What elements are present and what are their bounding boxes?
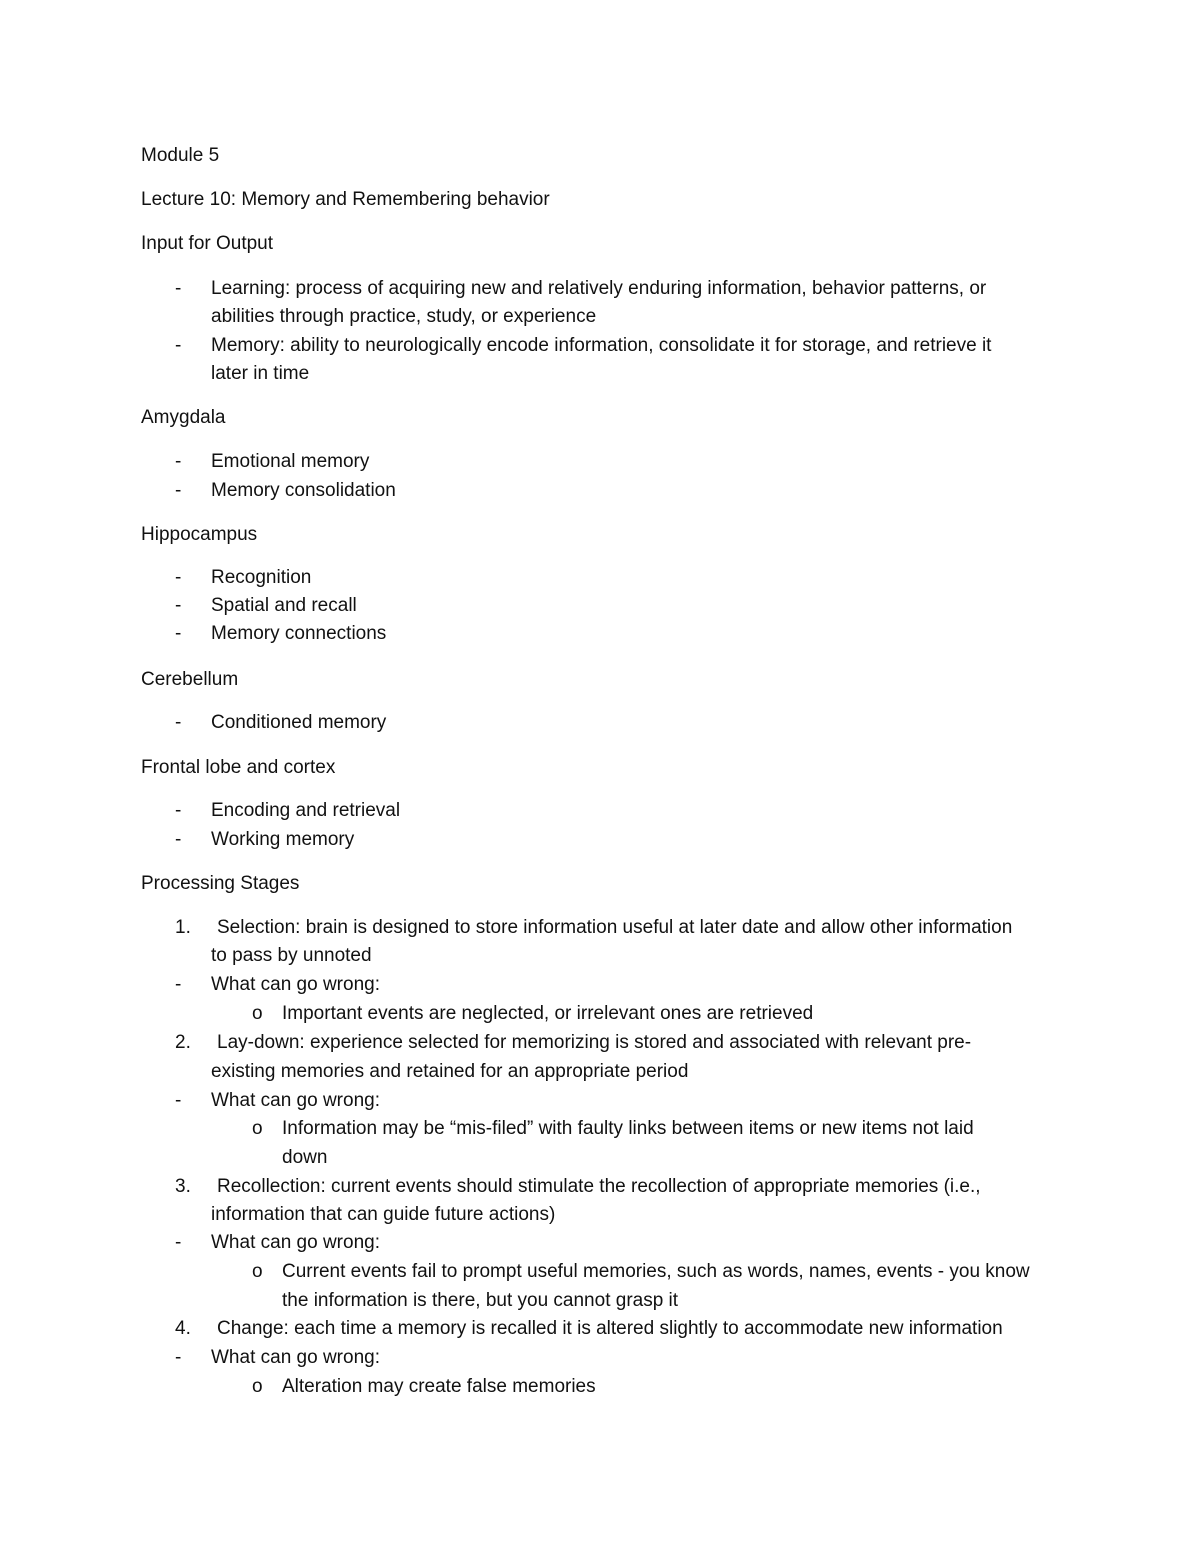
list-item-text: Working memory	[211, 829, 355, 850]
section-heading-amygdala: Amygdala	[141, 407, 226, 428]
list-item-text: Memory: ability to neurologically encode information, consolidate it for storage, and retrieve it	[211, 335, 992, 356]
dash-marker: -	[175, 595, 182, 616]
stage-number: 4.	[175, 1318, 191, 1339]
bullet-marker: o	[252, 1376, 263, 1397]
stage-text: Recollection: current events should stimulate the recollection of appropriate memories (i.e.,	[217, 1176, 981, 1197]
dash-marker: -	[175, 1090, 182, 1111]
list-item-text: Spatial and recall	[211, 595, 357, 616]
sub-bullet-text: Alteration may create false memories	[282, 1376, 596, 1397]
what-can-go-wrong-label: What can go wrong:	[211, 1347, 380, 1368]
stage-number: 3.	[175, 1176, 191, 1197]
list-item-text: Recognition	[211, 567, 312, 588]
list-item-text: abilities through practice, study, or experience	[211, 306, 597, 327]
section-heading-cerebellum: Cerebellum	[141, 669, 239, 690]
lecture-title: Lecture 10: Memory and Remembering behavior	[141, 189, 550, 210]
dash-marker: -	[175, 278, 182, 299]
stage-number: 2.	[175, 1032, 191, 1053]
stage-text: Lay-down: experience selected for memorizing is stored and associated with relevant pre-	[217, 1032, 972, 1053]
list-item-text: Memory connections	[211, 623, 387, 644]
stage-text: to pass by unnoted	[211, 945, 372, 966]
dash-marker: -	[175, 567, 182, 588]
dash-marker: -	[175, 800, 182, 821]
sub-bullet-text: Important events are neglected, or irrelevant ones are retrieved	[282, 1003, 814, 1024]
bullet-marker: o	[252, 1261, 263, 1282]
what-can-go-wrong-label: What can go wrong:	[211, 1090, 380, 1111]
dash-marker: -	[175, 712, 182, 733]
stage-text: existing memories and retained for an appropriate period	[211, 1061, 689, 1082]
what-can-go-wrong-label: What can go wrong:	[211, 1232, 380, 1253]
bullet-marker: o	[252, 1003, 263, 1024]
dash-marker: -	[175, 1232, 182, 1253]
dash-marker: -	[175, 829, 182, 850]
dash-marker: -	[175, 1347, 182, 1368]
bullet-marker: o	[252, 1118, 263, 1139]
section-heading-hippocampus: Hippocampus	[141, 524, 258, 545]
list-item-text: Learning: process of acquiring new and relatively enduring information, behavior patterns, or	[211, 278, 987, 299]
section-heading-processing-stages: Processing Stages	[141, 873, 300, 894]
dash-marker: -	[175, 623, 182, 644]
stage-number: 1.	[175, 917, 191, 938]
what-can-go-wrong-label: What can go wrong:	[211, 974, 380, 995]
stage-text: Change: each time a memory is recalled it is altered slightly to accommodate new information	[217, 1318, 1003, 1339]
list-item-text: Memory consolidation	[211, 480, 396, 501]
module-title: Module 5	[141, 145, 220, 166]
sub-bullet-text: down	[282, 1147, 328, 1168]
section-heading-input-for-output: Input for Output	[141, 233, 274, 254]
dash-marker: -	[175, 335, 182, 356]
dash-marker: -	[175, 974, 182, 995]
sub-bullet-text: the information is there, but you cannot grasp it	[282, 1290, 679, 1311]
list-item-text: later in time	[211, 363, 310, 384]
stage-text: information that can guide future actions)	[211, 1204, 556, 1225]
list-item-text: Emotional memory	[211, 451, 370, 472]
list-item-text: Conditioned memory	[211, 712, 387, 733]
sub-bullet-text: Information may be “mis-filed” with faulty links between items or new items not laid	[282, 1118, 974, 1139]
stage-text: Selection: brain is designed to store information useful at later date and allow other information	[217, 917, 1013, 938]
list-item-text: Encoding and retrieval	[211, 800, 401, 821]
dash-marker: -	[175, 480, 182, 501]
dash-marker: -	[175, 451, 182, 472]
sub-bullet-text: Current events fail to prompt useful memories, such as words, names, events - you know	[282, 1261, 1030, 1282]
section-heading-frontal-lobe: Frontal lobe and cortex	[141, 757, 336, 778]
